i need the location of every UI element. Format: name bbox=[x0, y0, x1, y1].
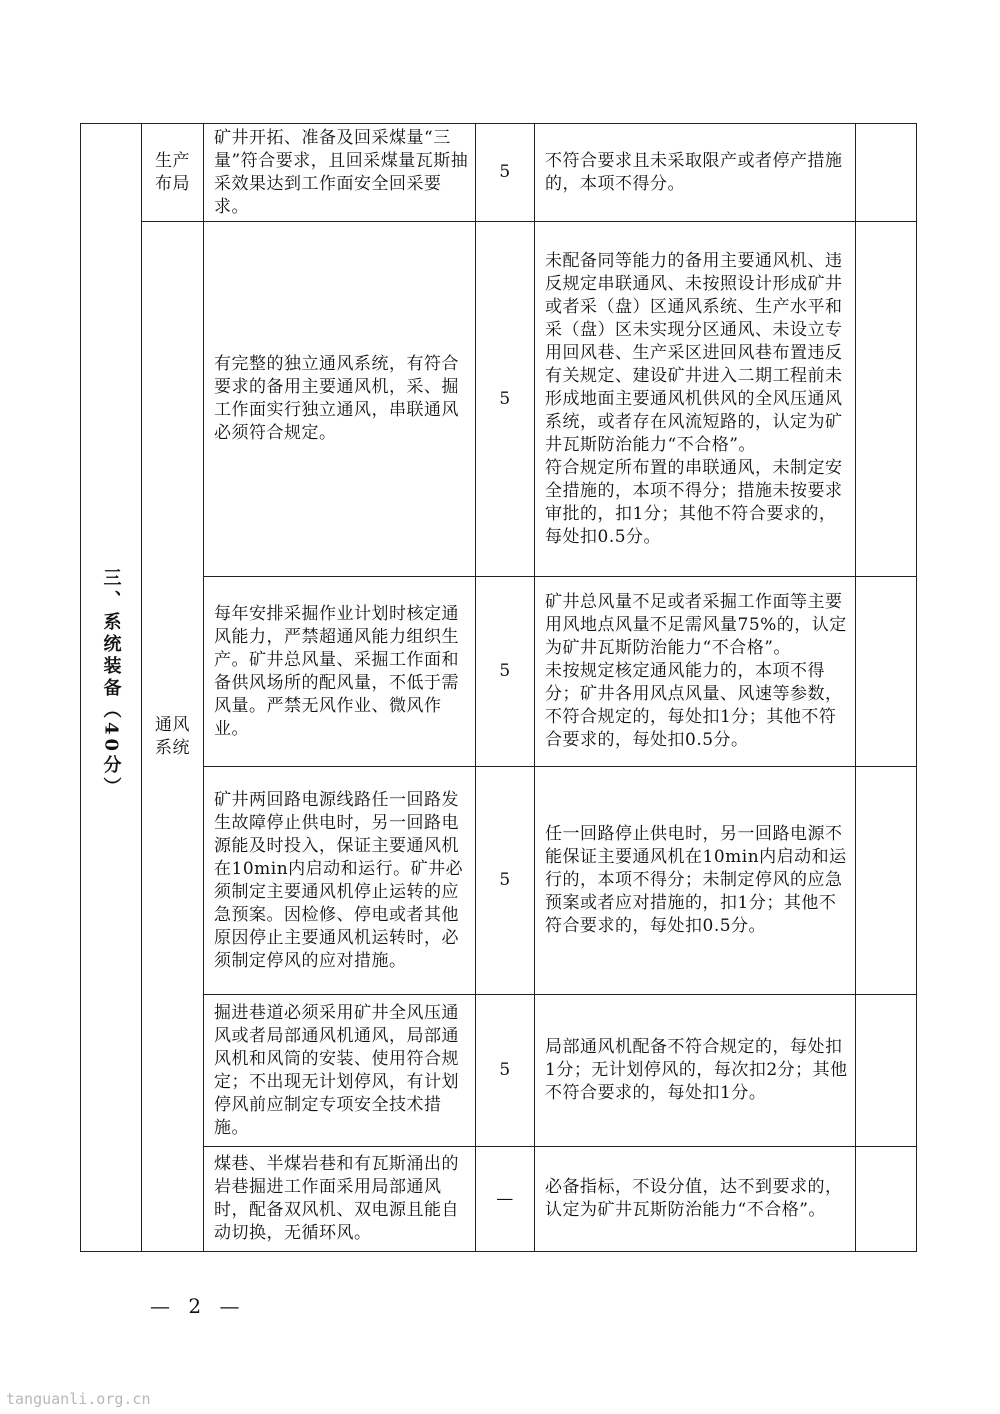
table-row bbox=[81, 767, 917, 995]
section-title: 三、系统装备（40分） bbox=[100, 568, 122, 800]
section-cell bbox=[81, 124, 142, 1252]
table-row bbox=[81, 222, 917, 577]
watermark-text: tanguanli.org.cn bbox=[6, 1390, 151, 1408]
result-cell bbox=[856, 995, 917, 1147]
result-cell bbox=[856, 222, 917, 577]
criteria-cell: 不符合要求且未采取限产或者停产措施的，本项不得分。 bbox=[535, 124, 856, 222]
table-row bbox=[81, 995, 917, 1147]
result-cell bbox=[856, 577, 917, 767]
result-cell bbox=[856, 124, 917, 222]
criteria-cell: 矿井总风量不足或者采掘工作面等主要用风地点风量不足需风量75%的，认定为矿井瓦斯防治能力“不合格”。 未按规定核定通风能力的，本项不得分；矿井各用风点风量、风速等参数，不符合规定的，每处扣1分；其他不符合要求的，每处扣0.5分。 bbox=[535, 577, 856, 767]
score-cell: — bbox=[476, 1147, 535, 1252]
scoring-table bbox=[80, 123, 917, 1252]
score-cell: 5 bbox=[476, 995, 535, 1147]
score-cell: 5 bbox=[476, 577, 535, 767]
item-cell: 每年安排采掘作业计划时核定通风能力，严禁超通风能力组织生产。矿井总风量、采掘工作面和备供风场所的配风量，不低于需风量。严禁无风作业、微风作业。 bbox=[204, 577, 476, 767]
criteria-cell: 必备指标，不设分值，达不到要求的，认定为矿井瓦斯防治能力“不合格”。 bbox=[535, 1147, 856, 1252]
score-cell: 5 bbox=[476, 767, 535, 995]
criteria-cell: 任一回路停止供电时，另一回路电源不能保证主要通风机在10min内启动和运行的，本项不得分；未制定停风的应急预案或者应对措施的，扣1分；其他不符合要求的，每处扣0.5分。 bbox=[535, 767, 856, 995]
category-label: 通风 bbox=[155, 714, 190, 735]
table-row bbox=[81, 577, 917, 767]
item-cell: 有完整的独立通风系统，有符合要求的备用主要通风机，采、掘工作面实行独立通风，串联通风必须符合规定。 bbox=[204, 222, 476, 577]
item-cell: 矿井开拓、准备及回采煤量“三量”符合要求，且回采煤量瓦斯抽采效果达到工作面安全回采要求。 bbox=[204, 124, 476, 222]
result-cell bbox=[856, 1147, 917, 1252]
item-cell: 矿井两回路电源线路任一回路发生故障停止供电时，另一回路电源能及时投入，保证主要通风机在10min内启动和运行。矿井必须制定主要通风机停止运转的应急预案。因检修、停电或者其他原因停止主要通风机运转时，必须制定停风的应对措施。 bbox=[204, 767, 476, 995]
criteria-cell: 未配备同等能力的备用主要通风机、违反规定串联通风、未按照设计形成矿井或者采（盘）区通风系统、生产水平和采（盘）区未实现分区通风、未设立专用回风巷、生产采区进回风巷布置违反有关规定、建设矿井进入二期工程前未形成地面主要通风机供风的全风压通风系统，或者存在风流短路的，认定为矿井瓦斯防治能力“不合格”。 符合规定所布置的串联通风，未制定安全措施的，本项不得分；措施未按要求审批的，扣1分；其他不符合要求的，每处扣0.5分。 bbox=[535, 222, 856, 577]
table-row bbox=[81, 124, 917, 222]
category-cell bbox=[142, 124, 204, 222]
item-cell: 掘进巷道必须采用矿井全风压通风或者局部通风机通风，局部通风机和风筒的安装、使用符合规定；不出现无计划停风，有计划停风前应制定专项安全技术措施。 bbox=[204, 995, 476, 1147]
criteria-cell: 局部通风机配备不符合规定的，每处扣1分；无计划停风的，每次扣2分；其他不符合要求的，每处扣1分。 bbox=[535, 995, 856, 1147]
category-label: 系统 bbox=[155, 737, 190, 758]
result-cell bbox=[856, 767, 917, 995]
category-label: 生产 bbox=[155, 150, 190, 171]
item-cell: 煤巷、半煤岩巷和有瓦斯涌出的岩巷掘进工作面采用局部通风时，配备双风机、双电源且能自动切换，无循环风。 bbox=[204, 1147, 476, 1252]
category-label: 布局 bbox=[155, 173, 190, 194]
table-row bbox=[81, 1147, 917, 1252]
score-cell: 5 bbox=[476, 124, 535, 222]
category-cell bbox=[142, 222, 204, 1252]
score-cell: 5 bbox=[476, 222, 535, 577]
page-number: — 2 — bbox=[150, 1294, 246, 1318]
